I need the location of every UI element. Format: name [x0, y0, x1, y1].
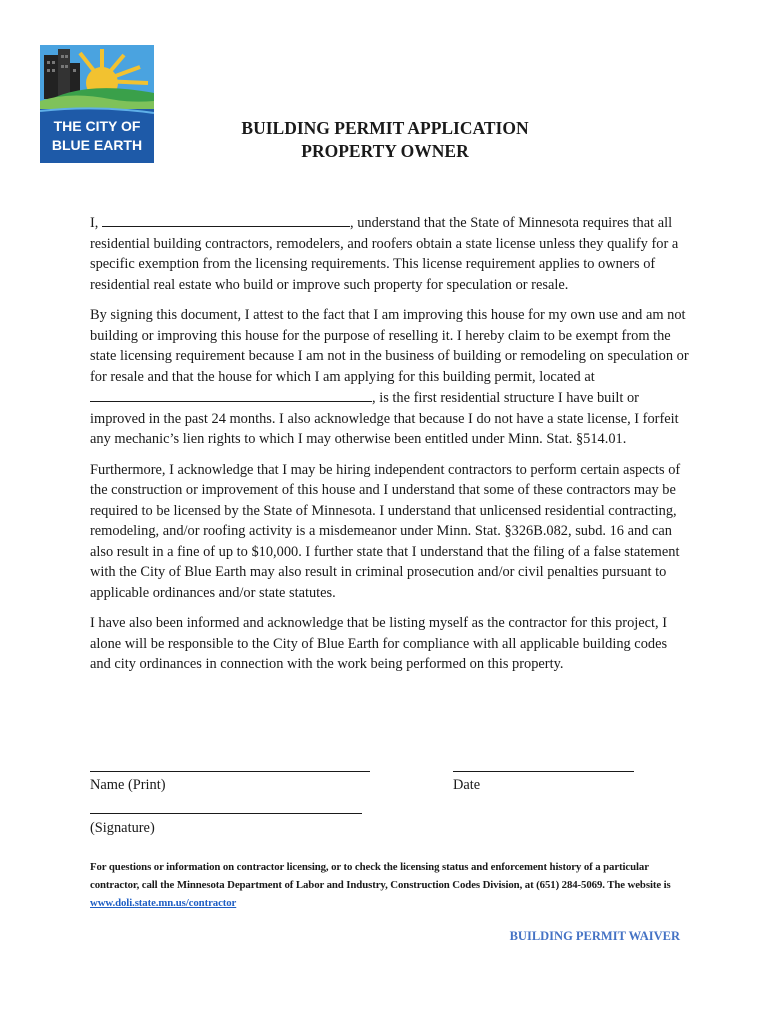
doli-website-link[interactable]: www.doli.state.mn.us/contractor — [90, 897, 237, 909]
date-line[interactable] — [453, 771, 634, 772]
title-line1: BUILDING PERMIT APPLICATION — [241, 118, 529, 138]
owner-name-blank[interactable] — [102, 212, 350, 227]
date-label: Date — [453, 777, 481, 793]
logo-line2: BLUE EARTH — [51, 137, 143, 153]
p2-start: By signing this document, I attest to the fact that I am improving this house for my own use and am not building or improving this house for the purpose of reselling it. I hereby claim to be exempt from the state licensing requirement because I am not in the business of building or remodeling on speculation or for resale and that the house for which I am applying for this building permit, located at — [90, 307, 689, 385]
title-line2: PROPERTY OWNER — [301, 141, 469, 161]
property-address-blank[interactable] — [90, 387, 372, 402]
name-print-label: Name (Print) — [90, 777, 166, 793]
footer-note — [90, 858, 680, 912]
name-print-line[interactable] — [90, 771, 370, 772]
p2-rest: , is the first residential structure I have built or improved in the past 24 months. I also acknowledge that because I do not have a state license, I forfeit any mechanic’s lien rights to which I may otherwise been entitled under Minn. Stat. §514.01. — [90, 390, 679, 447]
signature-label: (Signature) — [90, 820, 155, 836]
waiver-label: BUILDING PERMIT WAIVER — [509, 929, 680, 943]
footer-text: For questions or information on contractor licensing, or to check the licensing status and enforcement history of a particular contractor, call the Minnesota Department of Labor and Industry, Construction Codes Division, at (651) 284-5069. The website is — [90, 861, 671, 891]
p1-start: I, — [90, 215, 102, 231]
document-body — [90, 212, 690, 685]
paragraph-4: I have also been informed and acknowledge that be listing myself as the contractor for this project, I alone will be responsible to the City of Blue Earth for compliance with all applicable building codes and city ordinances in connection with the work being performed on this property. — [90, 615, 668, 672]
logo-line1: THE CITY OF — [53, 118, 141, 134]
p1-rest: , understand that the State of Minnesota requires that all residential building contractors, remodelers, and roofers obtain a state license unless they qualify for a specific exemption from the licensing requirements. This license requirement applies to owners of residential real estate who build or improve such property for speculation or resale. — [90, 215, 679, 293]
signature-line[interactable] — [90, 813, 362, 814]
page-title — [0, 117, 770, 163]
paragraph-3: Furthermore, I acknowledge that I may be hiring independent contractors to perform certain aspects of the construction or improvement of this house and I understand that some of these contractors may be required to be licensed by the State of Minnesota. I understand that unlicensed residential contracting, remodeling, and/or roofing activity is a misdemeanor under Minn. Stat. §326B.082, subd. 16 and can also result in a fine of up to $10,000. I further state that I understand that the filing of a false statement with the City of Blue Earth may also result in criminal prosecution and/or civil penalties pursuant to applicable ordinances and/or state statutes. — [90, 461, 681, 601]
paragraph-2 — [90, 305, 690, 450]
paragraph-1 — [90, 212, 690, 295]
